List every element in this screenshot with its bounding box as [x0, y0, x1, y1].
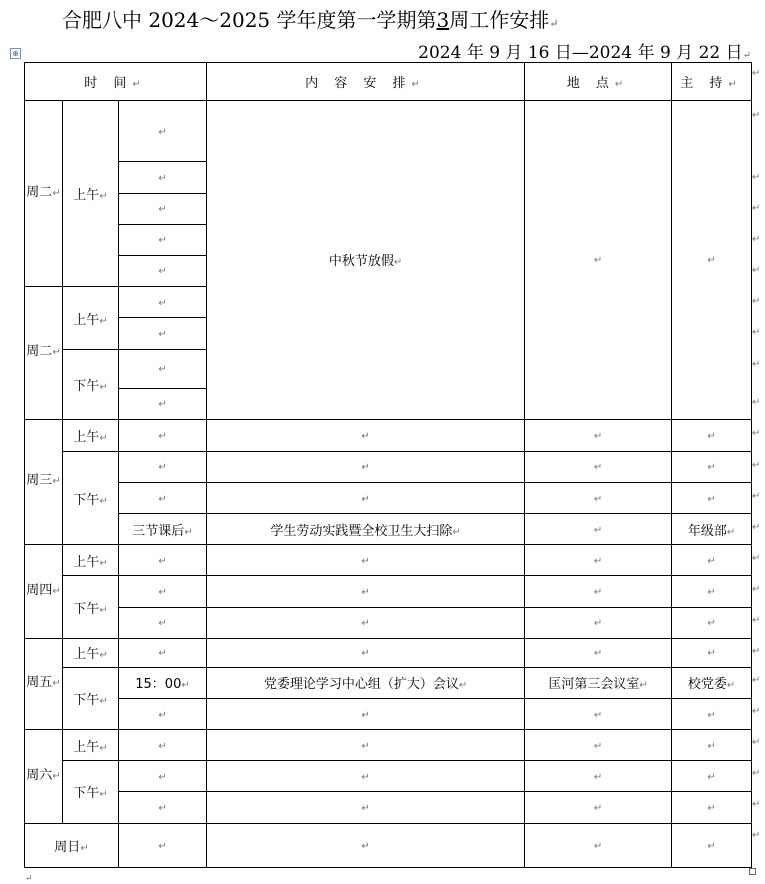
schedule-table — [24, 62, 752, 868]
event-host[interactable]: 年级部↵ — [672, 514, 752, 545]
content-cell[interactable]: ↵ — [207, 576, 525, 607]
row-end-mark: ↵ — [752, 675, 761, 686]
host-cell[interactable]: ↵ — [672, 101, 752, 419]
row-end-mark: ↵ — [752, 397, 761, 408]
host-cell[interactable]: ↵ — [672, 761, 752, 792]
row-end-mark: ↵ — [752, 68, 761, 79]
host-cell[interactable]: ↵ — [672, 792, 752, 823]
content-cell[interactable]: ↵ — [207, 823, 525, 867]
day-cell: 周二↵ — [25, 287, 63, 420]
header-host: 主 持↵ — [672, 63, 752, 101]
period-cell: 上午↵ — [63, 545, 119, 576]
content-cell[interactable]: ↵ — [207, 730, 525, 761]
row-end-mark: ↵ — [752, 265, 761, 276]
location-cell[interactable]: ↵ — [525, 482, 672, 513]
location-cell[interactable]: ↵ — [525, 698, 672, 729]
location-cell[interactable]: ↵ — [525, 607, 672, 638]
location-cell[interactable]: ↵ — [525, 419, 672, 451]
event-content[interactable]: 党委理论学习中心组（扩大）会议↵ — [207, 667, 525, 698]
table-move-icon[interactable]: ⊕ — [10, 48, 21, 59]
location-cell[interactable]: ↵ — [525, 545, 672, 576]
row-end-mark: ↵ — [752, 615, 761, 626]
host-cell[interactable]: ↵ — [672, 638, 752, 667]
time-cell[interactable]: ↵ — [119, 419, 207, 451]
host-cell[interactable]: ↵ — [672, 823, 752, 867]
week-number: 3 — [436, 8, 450, 32]
table-row — [25, 576, 752, 607]
date-range: 2024 年 9 月 16 日—2024 年 9 月 22 日↵ — [418, 43, 751, 63]
row-end-mark: ↵ — [752, 110, 761, 121]
row-end-mark: ↵ — [752, 428, 761, 439]
location-cell[interactable]: ↵ — [525, 576, 672, 607]
location-cell[interactable]: ↵ — [525, 101, 672, 419]
table-row — [25, 451, 752, 482]
table-row — [25, 730, 752, 761]
row-end-mark: ↵ — [752, 359, 761, 370]
period-cell: 下午↵ — [63, 451, 119, 544]
time-cell[interactable]: ↵ — [119, 730, 207, 761]
time-cell[interactable]: ↵ — [119, 224, 207, 255]
event-content[interactable]: 学生劳动实践暨全校卫生大扫除↵ — [207, 514, 525, 545]
table-row — [25, 419, 752, 451]
time-cell[interactable]: ↵ — [119, 255, 207, 286]
host-cell[interactable]: ↵ — [672, 545, 752, 576]
event-host[interactable]: 校党委↵ — [672, 667, 752, 698]
period-cell: 上午↵ — [63, 638, 119, 667]
row-end-mark: ↵ — [752, 768, 761, 779]
time-cell[interactable]: ↵ — [119, 162, 207, 193]
period-cell: 下午↵ — [63, 761, 119, 823]
period-cell: 上午↵ — [63, 287, 119, 350]
content-cell[interactable]: ↵ — [207, 698, 525, 729]
day-cell: 周六↵ — [25, 730, 63, 823]
row-end-mark: ↵ — [752, 203, 761, 214]
table-row — [25, 792, 752, 823]
location-cell[interactable]: ↵ — [525, 792, 672, 823]
host-cell[interactable]: ↵ — [672, 607, 752, 638]
table-row — [25, 514, 752, 545]
day-cell: 周三↵ — [25, 419, 63, 545]
location-cell[interactable]: ↵ — [525, 451, 672, 482]
time-cell[interactable]: ↵ — [119, 388, 207, 419]
document-end-mark: ↵ — [25, 874, 33, 884]
header-row — [25, 63, 752, 101]
content-cell[interactable]: ↵ — [207, 607, 525, 638]
content-cell[interactable]: ↵ — [207, 419, 525, 451]
period-cell: 下午↵ — [63, 576, 119, 638]
table-row — [25, 667, 752, 698]
table-resize-handle[interactable] — [749, 868, 756, 875]
location-cell[interactable]: ↵ — [525, 761, 672, 792]
day-cell: 周四↵ — [25, 545, 63, 638]
time-cell[interactable]: ↵ — [119, 287, 207, 318]
table-row — [25, 823, 752, 867]
host-cell[interactable]: ↵ — [672, 451, 752, 482]
day-cell-sunday: 周日↵ — [25, 823, 119, 867]
host-cell[interactable]: ↵ — [672, 576, 752, 607]
header-time: 时 间↵ — [25, 63, 207, 101]
header-content: 内 容 安 排↵ — [207, 63, 525, 101]
period-cell: 下午↵ — [63, 350, 119, 419]
content-cell[interactable]: ↵ — [207, 792, 525, 823]
time-cell[interactable]: ↵ — [119, 576, 207, 607]
location-cell[interactable]: ↵ — [525, 638, 672, 667]
host-cell[interactable]: ↵ — [672, 730, 752, 761]
table-row — [25, 761, 752, 792]
time-cell[interactable]: ↵ — [119, 101, 207, 162]
time-cell[interactable]: ↵ — [119, 761, 207, 792]
time-cell[interactable]: ↵ — [119, 193, 207, 224]
period-cell: 上午↵ — [63, 419, 119, 451]
row-end-mark: ↵ — [752, 584, 761, 595]
host-cell[interactable]: ↵ — [672, 419, 752, 451]
time-cell[interactable]: ↵ — [119, 451, 207, 482]
page-title: 合肥八中 2024～2025 学年度第一学期第3周工作安排↵ — [62, 8, 559, 32]
period-cell: 下午↵ — [63, 667, 119, 729]
day-cell: 周二↵ — [25, 101, 63, 287]
event-time[interactable]: 三节课后↵ — [119, 514, 207, 545]
time-cell[interactable]: ↵ — [119, 792, 207, 823]
row-end-mark: ↵ — [752, 830, 761, 841]
time-cell[interactable]: ↵ — [119, 545, 207, 576]
holiday-cell[interactable]: 中秋节放假↵ — [207, 101, 525, 419]
time-cell[interactable]: ↵ — [119, 482, 207, 513]
row-end-mark: ↵ — [752, 553, 761, 564]
content-cell[interactable]: ↵ — [207, 451, 525, 482]
row-end-mark: ↵ — [752, 799, 761, 810]
location-cell[interactable]: ↵ — [525, 823, 672, 867]
table-row — [25, 698, 752, 729]
content-cell[interactable]: ↵ — [207, 761, 525, 792]
row-end-mark: ↵ — [752, 737, 761, 748]
row-end-mark: ↵ — [752, 327, 761, 338]
content-cell[interactable]: ↵ — [207, 482, 525, 513]
time-cell[interactable]: ↵ — [119, 823, 207, 867]
header-location: 地 点↵ — [525, 63, 672, 101]
row-end-mark: ↵ — [752, 234, 761, 245]
table-row — [25, 545, 752, 576]
row-end-mark: ↵ — [752, 172, 761, 183]
time-cell[interactable]: ↵ — [119, 350, 207, 388]
row-end-mark: ↵ — [752, 646, 761, 657]
event-location[interactable]: 匡河第三会议室↵ — [525, 667, 672, 698]
location-cell[interactable]: ↵ — [525, 730, 672, 761]
row-end-mark: ↵ — [752, 460, 761, 471]
table-row — [25, 638, 752, 667]
time-cell[interactable]: ↵ — [119, 318, 207, 350]
event-time[interactable]: 15：00↵ — [119, 667, 207, 698]
row-end-mark: ↵ — [752, 522, 761, 533]
day-cell: 周五↵ — [25, 638, 63, 729]
event-location[interactable]: ↵ — [525, 514, 672, 545]
table-row — [25, 607, 752, 638]
row-end-mark: ↵ — [752, 706, 761, 717]
time-cell[interactable]: ↵ — [119, 698, 207, 729]
row-end-mark: ↵ — [752, 296, 761, 307]
content-cell[interactable]: ↵ — [207, 545, 525, 576]
period-cell: 上午↵ — [63, 730, 119, 761]
time-cell[interactable]: ↵ — [119, 638, 207, 667]
table-row — [25, 101, 752, 162]
row-end-mark: ↵ — [752, 491, 761, 502]
content-cell[interactable]: ↵ — [207, 638, 525, 667]
host-cell[interactable]: ↵ — [672, 698, 752, 729]
period-cell: 上午↵ — [63, 101, 119, 287]
table-row — [25, 482, 752, 513]
host-cell[interactable]: ↵ — [672, 482, 752, 513]
time-cell[interactable]: ↵ — [119, 607, 207, 638]
